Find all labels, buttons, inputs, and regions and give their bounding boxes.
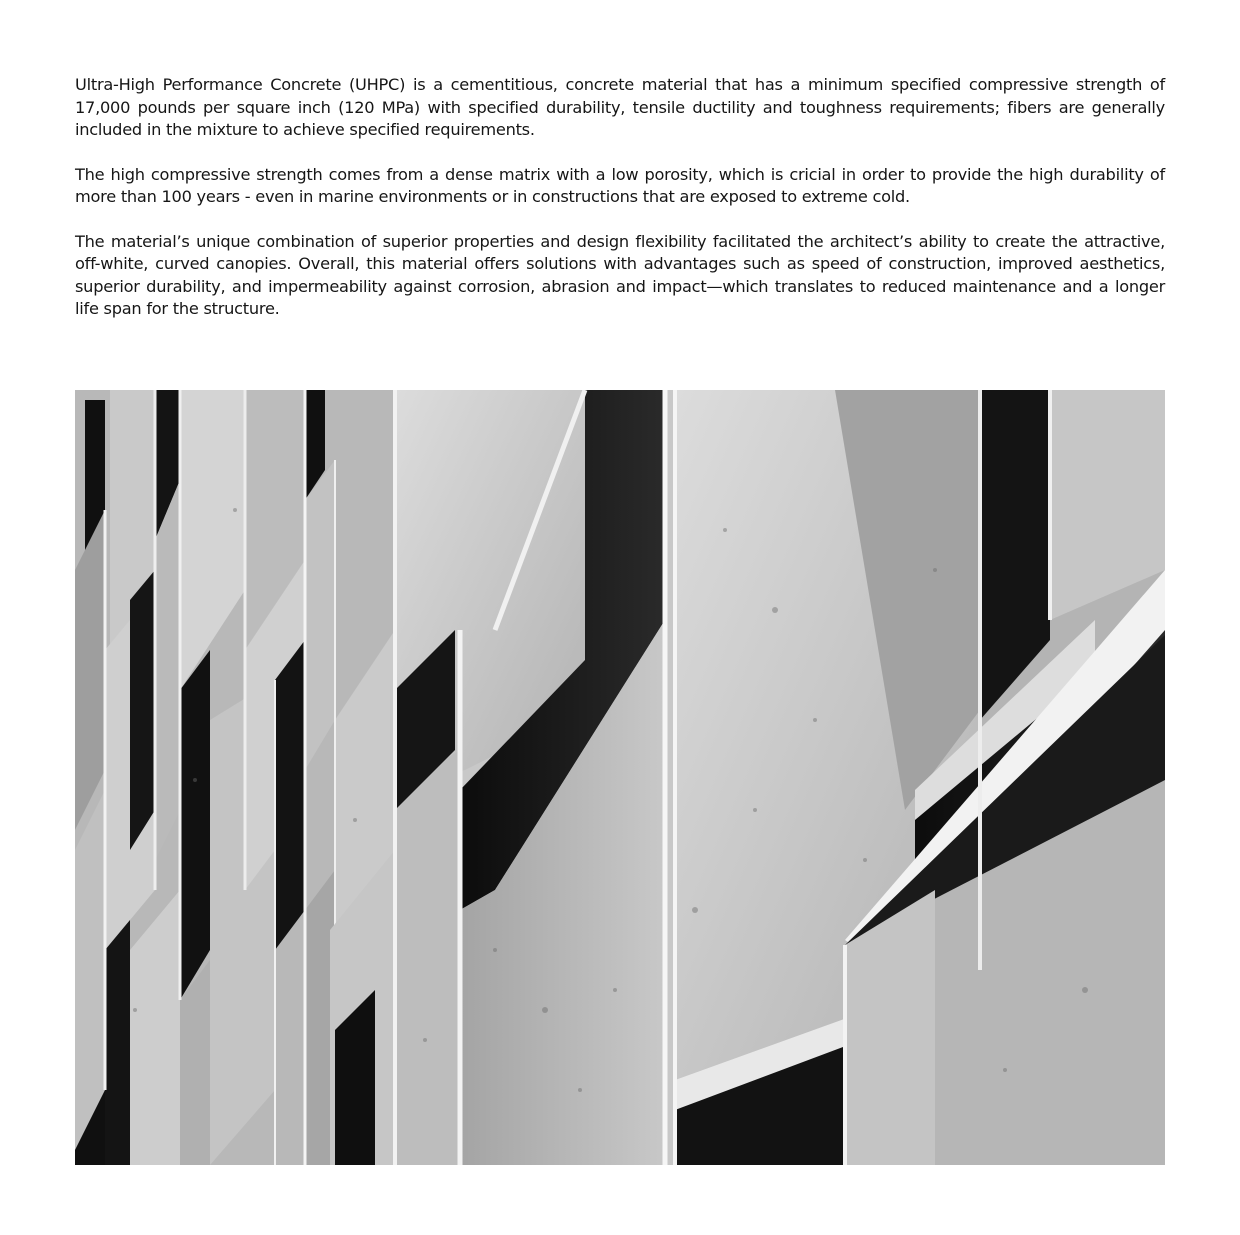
concrete-facade-illustration [75,390,1165,1165]
article-text [75,74,1165,343]
paragraph-compressive-strength: The high compressive strength comes from a dense matrix with a low porosity, which is cricial in order to provide the high durability of more than 100 years - even in marine environments or in constructions that are exposed to extreme cold. [75,164,1165,206]
paragraph-material-advantages: The material’s unique combination of superior properties and design flexibility facilitated the architect’s ability to create the attractive, off-white, curved canopies. Overall, this material offers solutions with advantages such as speed of construction, improved aesthetics, superior durability, and impermeability against corrosion, abrasion and impact—which translates to reduced maintenance and a longer life span for the structure. [75,231,1165,318]
right-fin-band [675,390,1165,1165]
concrete-facade-photo [75,390,1165,1165]
paragraph-uhpc-definition: Ultra-High Performance Concrete (UHPC) is a cementitious, concrete material that has a minimum specified compressive strength of 17,000 pounds per square inch (120 MPa) with specified durability, tensile ductility and toughness requirements; fibers are generally included in the mixture to achieve specified requirements. [75,75,1165,139]
